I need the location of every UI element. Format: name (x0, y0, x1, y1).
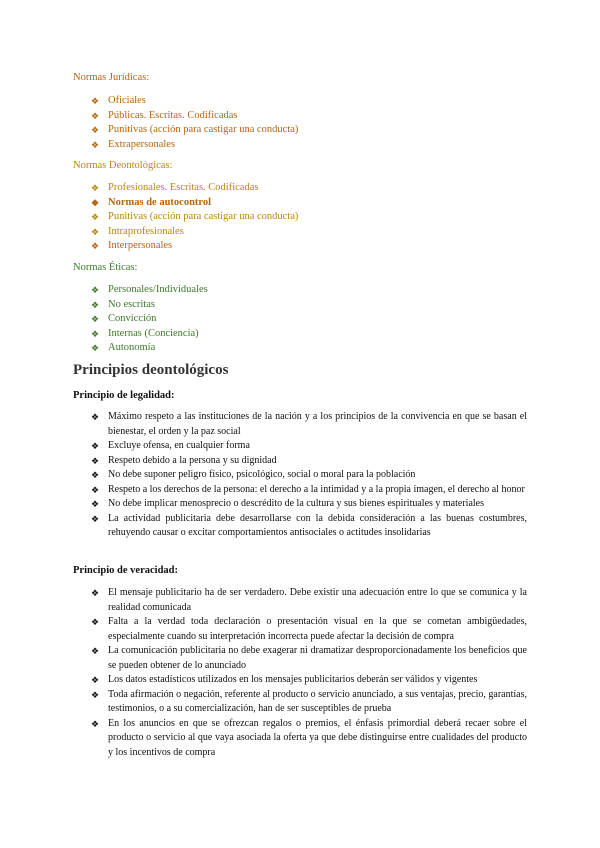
list-item: ❖ Autonomía (91, 341, 208, 356)
list-item: ❖ La actividad publicitaria debe desarrollarse con la debida consideración a las buenas costumbres, rehuyendo causar o excitar comportamientos antisociales o actitudes insolidarias (91, 512, 527, 538)
diamond-bullet-icon: ❖ (91, 299, 100, 310)
diamond-bullet-icon: ❖ (91, 314, 100, 325)
list-item: ❖ Profesionales. Escritas. Codificadas (91, 181, 298, 196)
diamond-bullet-icon: ❖ (91, 139, 100, 150)
diamond-bullet-icon: ❖ (91, 441, 100, 451)
list-item: ❖ Extrapersonales (91, 138, 298, 153)
list-item: ❖ La comunicación publicitaria no debe exagerar ni dramatizar desproporcionadamente los beneficios que se pueden obtener de lo anunciado (91, 645, 527, 671)
heading-normas-juridicas: Normas Jurídicas: (73, 72, 150, 83)
diamond-bullet-icon: ❖ (91, 470, 100, 480)
list-item: ❖ Toda afirmación o negación, referente al producto o servicio anunciado, a sus ventajas, precio, garantías, testimonios, o a su comercialización, han de ser susceptibles de prueba (91, 688, 527, 714)
diamond-bullet-icon: ❖ (91, 412, 100, 422)
section-title: Principios deontológicos (73, 362, 229, 378)
heading-principio-veracidad: Principio de veracidad: (73, 565, 178, 576)
list-item: ❖ Oficiales (91, 94, 298, 109)
list-item: ❖ Respeto a los derechos de la persona: el derecho a la intimidad y a la propia imagen, el derecho al honor (91, 483, 527, 498)
diamond-bullet-icon: ❖ (91, 125, 100, 136)
diamond-bullet-icon: ❖ (91, 646, 100, 656)
list-normas-deontologicas (91, 181, 298, 254)
diamond-bullet-icon: ❖ (91, 241, 100, 252)
diamond-bullet-icon: ❖ (91, 343, 100, 354)
diamond-bullet-icon: ❖ (91, 513, 100, 524)
diamond-bullet-icon: ❖ (91, 96, 100, 106)
diamond-bullet-icon: ❖ (91, 718, 100, 729)
heading-principio-legalidad: Principio de legalidad: (73, 390, 175, 401)
list-item: ❖ Convicción (91, 312, 208, 327)
diamond-bullet-icon: ❖ (91, 226, 100, 237)
list-item: ❖ No debe implicar menosprecio o descrédito de la cultura y sus bienes espirituales y materiales (91, 497, 527, 512)
diamond-bullet-icon: ❖ (91, 499, 100, 509)
diamond-bullet-icon: ❖ (91, 484, 100, 495)
heading-normas-eticas: Normas Éticas: (73, 262, 138, 273)
diamond-bullet-icon: ❖ (91, 617, 100, 627)
list-item: ❖ Los datos estadísticos utilizados en los mensajes publicitarios deberán ser válidos y vigentes (91, 673, 527, 688)
list-item: ❖ Interpersonales (91, 239, 298, 254)
list-principio-veracidad (91, 586, 527, 760)
list-item: ❖ No debe suponer peligro físico, psicológico, social o moral para la población (91, 468, 527, 483)
list-normas-juridicas (91, 94, 298, 152)
diamond-bullet-icon: ❖ (91, 689, 100, 700)
list-item: ❖ El mensaje publicitario ha de ser verdadero. Debe existir una adecuación entre lo que se comunica y la realidad comunicada (91, 587, 527, 613)
list-item: ❖ Máximo respeto a las instituciones de la nación y a los principios de la convivencia en que se basan el bienestar, el orden y la paz social (91, 411, 527, 437)
list-principio-legalidad (91, 410, 527, 541)
diamond-bullet-icon: ❖ (91, 588, 100, 598)
diamond-bullet-icon: ❖ (91, 197, 100, 208)
diamond-bullet-icon: ❖ (91, 110, 100, 121)
diamond-bullet-icon: ❖ (91, 328, 100, 339)
list-item: ❖ En los anuncios en que se ofrezcan regalos o premios, el énfasis primordial deberá recaer sobre el producto o servicio al que vaya asociada la oferta ya que debe distinguirse entre cualidades del producto y los incentivos de compra (91, 717, 527, 758)
list-item: ❖ Excluye ofensa, en cualquier forma (91, 439, 527, 454)
list-item: ❖ Normas de autocontrol (91, 196, 298, 211)
heading-normas-deontologicas: Normas Deontológicas: (73, 160, 173, 171)
list-item: ❖ Intraprofesionales (91, 225, 298, 240)
diamond-bullet-icon: ❖ (91, 455, 100, 466)
list-item: ❖ Punitivas (acción para castigar una conducta) (91, 210, 298, 225)
list-normas-eticas (91, 283, 208, 356)
diamond-bullet-icon: ❖ (91, 212, 100, 223)
list-item: ❖ Personales/Individuales (91, 283, 208, 298)
list-item: ❖ Internas (Conciencia) (91, 327, 208, 342)
diamond-bullet-icon: ❖ (91, 675, 100, 685)
list-item: ❖ No escritas (91, 298, 208, 313)
list-item: ❖ Punitivas (acción para castigar una conducta) (91, 123, 298, 138)
list-item: ❖ Públicas. Escritas. Codificadas (91, 109, 298, 124)
diamond-bullet-icon: ❖ (91, 183, 100, 193)
diamond-bullet-icon: ❖ (91, 285, 100, 295)
list-item: ❖ Respeto debido a la persona y su dignidad (91, 454, 527, 469)
list-item: ❖ Falta a la verdad toda declaración o presentación visual en la que se cometan ambigüedades, especialmente cuando su interpretación incorrecta puede afectar la decisión de compra (91, 616, 527, 642)
